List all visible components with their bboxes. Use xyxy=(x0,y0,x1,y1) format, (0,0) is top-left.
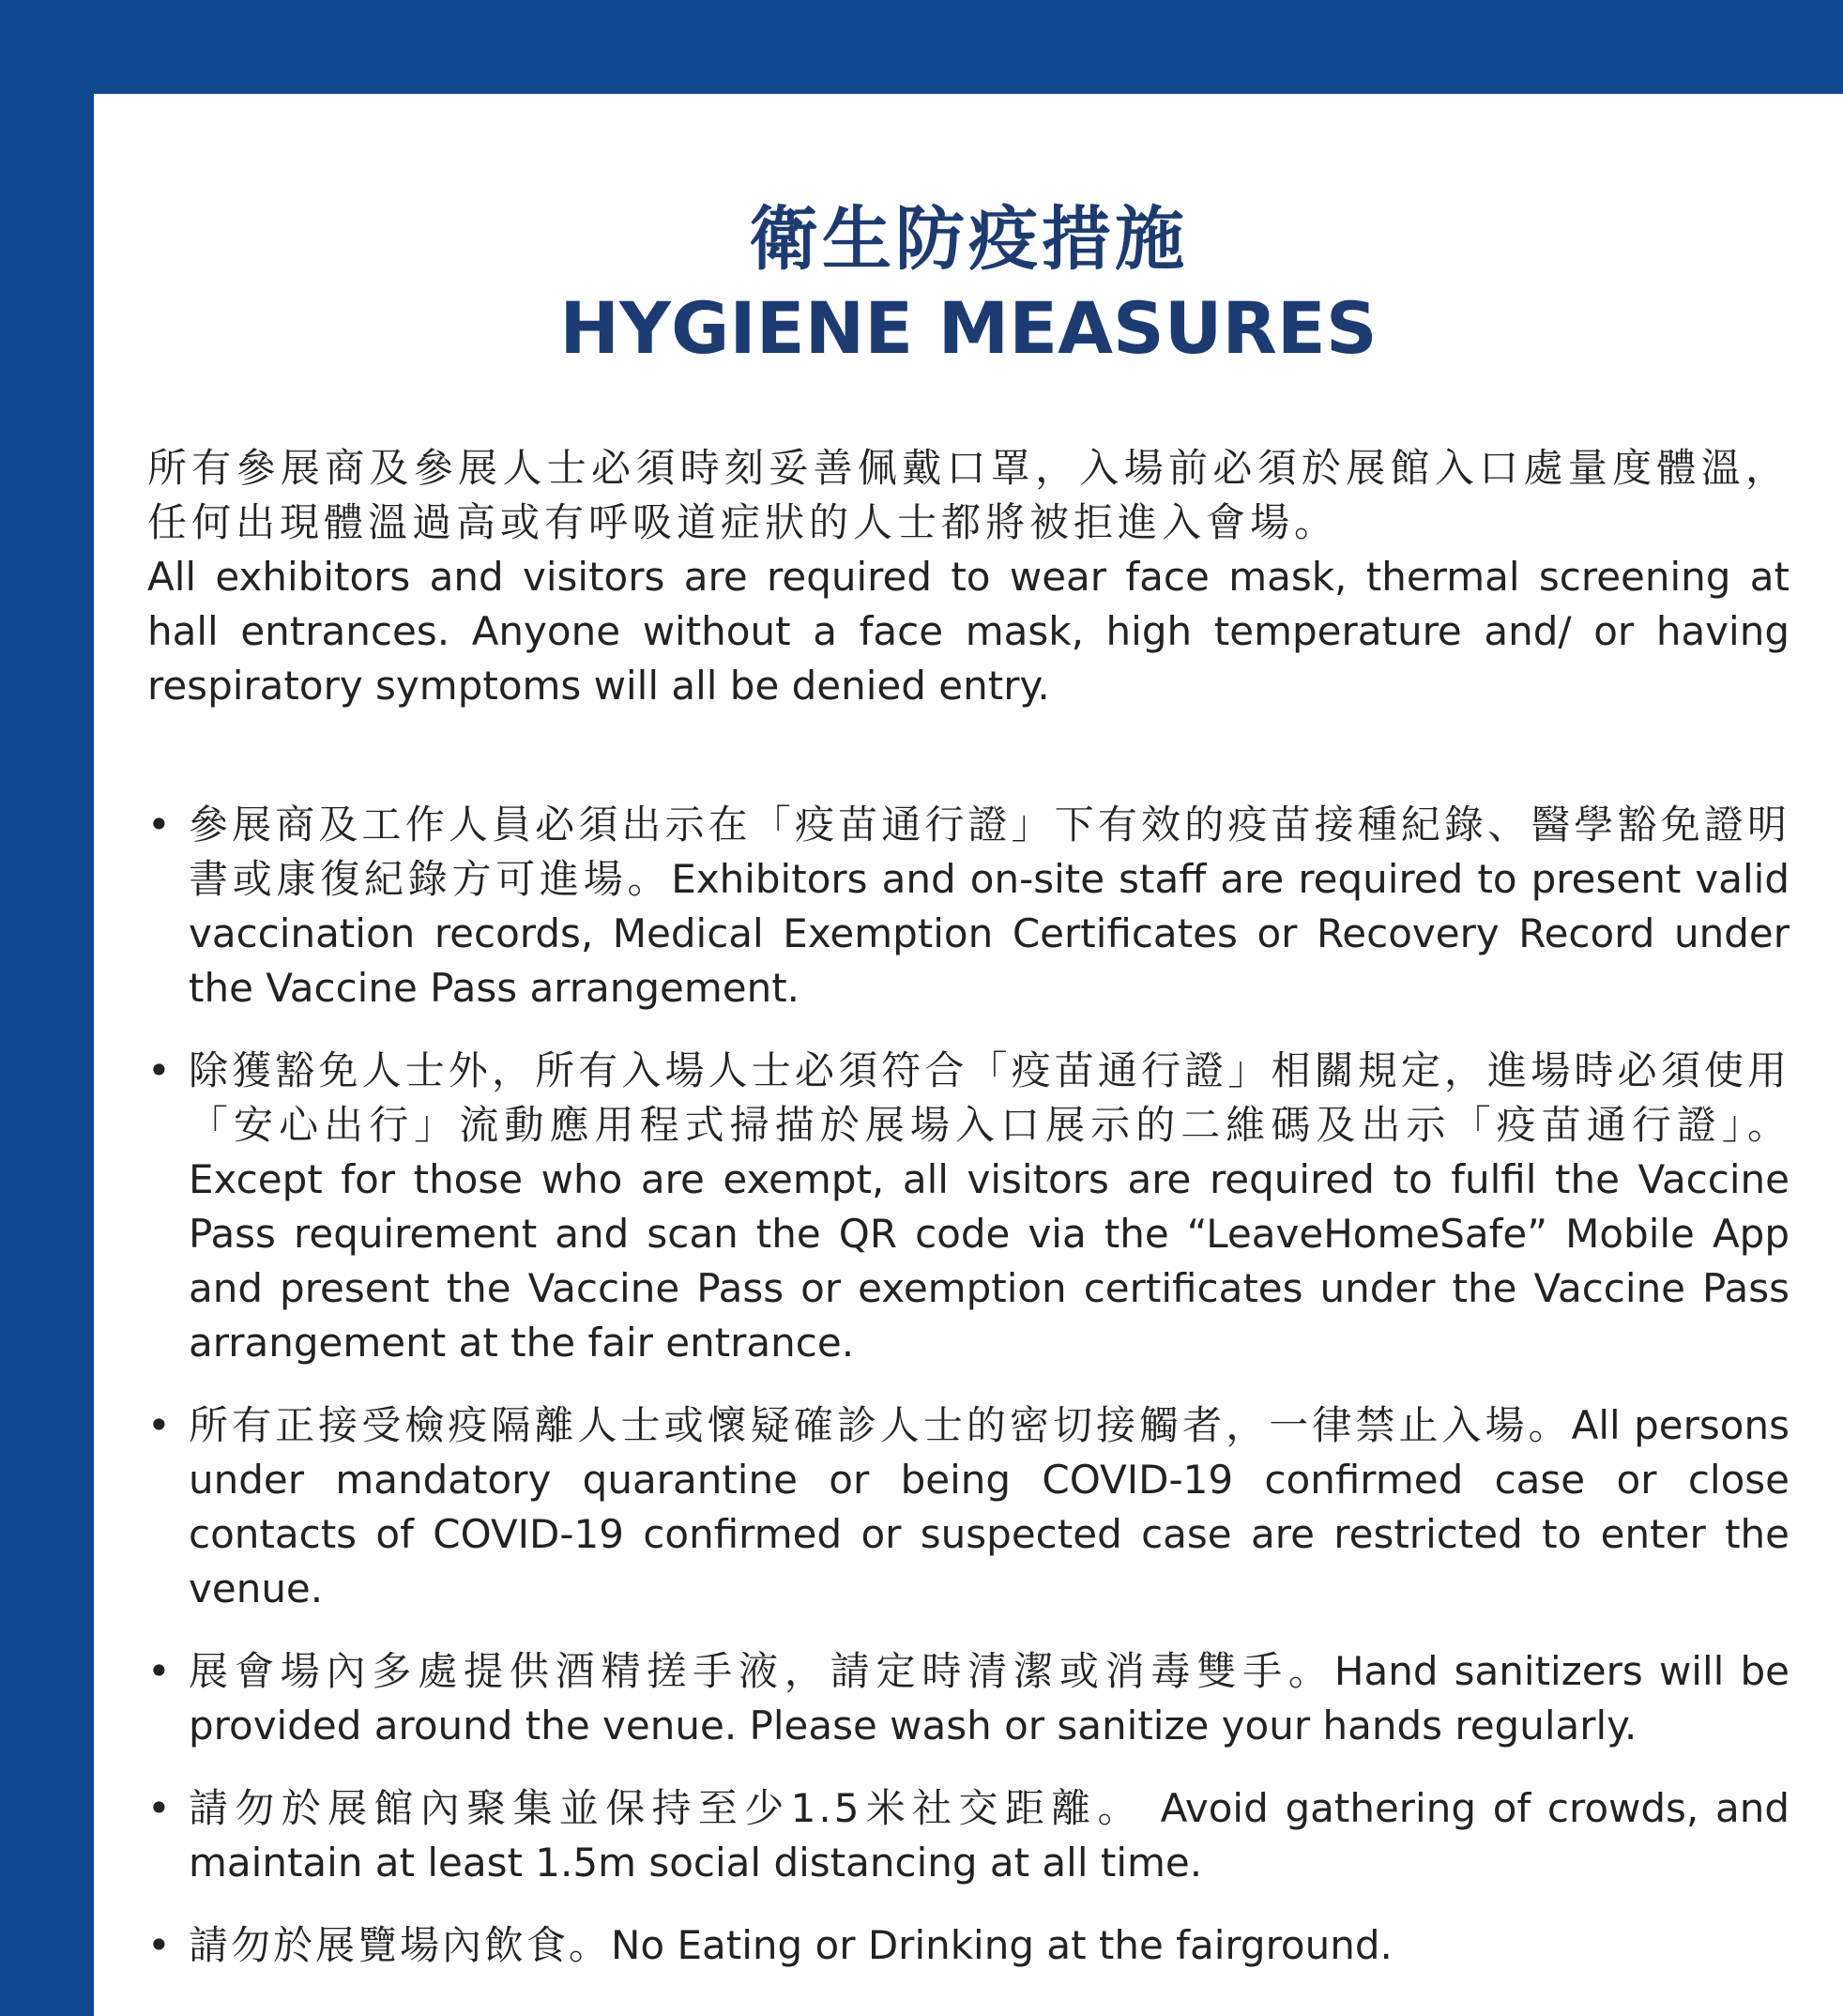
bullet-icon: • xyxy=(147,1922,171,1968)
measure-chinese: 展會場內多處提供酒精搓手液，請定時清潔或消毒雙手。 xyxy=(189,1648,1334,1694)
notice-panel xyxy=(94,94,1843,2016)
measure-chinese: 請勿於展館內聚集並保持至少1.5米社交距離。 xyxy=(189,1785,1144,1831)
title-chinese: 衛生防疫措施 xyxy=(749,199,1188,280)
notice-content xyxy=(147,441,1790,2001)
measure-english: No Eating or Drinking at the fairground. xyxy=(611,1922,1393,1968)
measure-english: Exhibitors and on-site staff are required to present valid vaccination records, Medical Exemption Certificates or Recovery Record under the Vaccine Pass arrangement. xyxy=(189,856,1790,1011)
measure-item-distancing xyxy=(147,1781,1790,1890)
measure-english: Hand sanitizers will be provided around the venue. Please wash or sanitize your hands regularly. xyxy=(189,1648,1790,1749)
bullet-icon: • xyxy=(147,1785,171,1831)
measure-item-vaccine-staff xyxy=(147,798,1790,1016)
measure-chinese: 參展商及工作人員必須出示在「疫苗通行證」下有效的疫苗接種紀錄、醫學豁免證明書或康復紀錄方可進場。 xyxy=(189,802,1790,902)
bullet-icon: • xyxy=(147,1648,171,1694)
measure-chinese: 請勿於展覽場內飲食。 xyxy=(189,1922,612,1968)
title-block xyxy=(94,197,1843,374)
intro-paragraph xyxy=(147,441,1790,713)
measure-english: Except for those who are exempt, all visitors are required to fulfil the Vaccine Pass requirement and scan the QR code via the “LeaveHomeSafe” Mobile App and present the Vaccine Pass or exemption certificates under the Vaccine Pass arrangement at the fair entrance. xyxy=(189,1156,1790,1366)
measure-item-sanitizer xyxy=(147,1644,1790,1753)
bullet-icon: • xyxy=(147,802,171,848)
intro-english: All exhibitors and visitors are required to wear face mask, thermal screening at hall entrances. Anyone without a face mask, high temperature and/ or having respiratory symptoms will all be denied entry. xyxy=(147,554,1790,709)
title-english: HYGIENE MEASURES xyxy=(559,286,1378,370)
measure-item-vaccine-pass xyxy=(147,1044,1790,1370)
measure-item-no-eating xyxy=(147,1918,1790,1973)
measure-chinese: 除獲豁免人士外，所有入場人士必須符合「疫苗通行證」相關規定，進場時必須使用「安心出行」流動應用程式掃描於展場入口展示的二維碼及出示「疫苗通行證」。 xyxy=(189,1047,1790,1148)
measure-chinese: 所有正接受檢疫隔離人士或懷疑確診人士的密切接觸者，一律禁止入場。 xyxy=(189,1402,1572,1448)
measure-item-quarantine xyxy=(147,1398,1790,1616)
measure-english: Avoid gathering of crowds, and maintain at least 1.5m social distancing at all time. xyxy=(189,1785,1790,1886)
bullet-icon: • xyxy=(147,1047,171,1093)
bullet-icon: • xyxy=(147,1402,171,1448)
measure-english: All persons under mandatory quarantine or being COVID-19 confirmed case or close contacts of COVID-19 confirmed or suspected case are restricted to enter the venue. xyxy=(189,1402,1790,1611)
measures-list xyxy=(147,798,1790,1973)
intro-chinese: 所有參展商及參展人士必須時刻妥善佩戴口罩，入場前必須於展館入口處量度體溫，任何出現體溫過高或有呼吸道症狀的人士都將被拒進入會場。 xyxy=(147,445,1790,545)
